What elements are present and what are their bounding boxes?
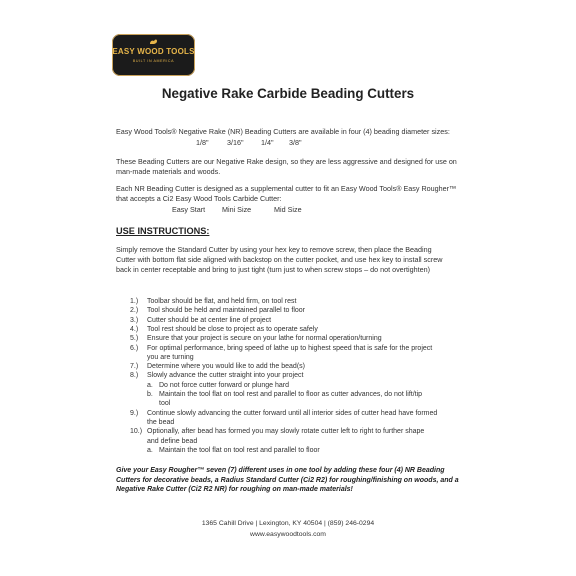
page-title: Negative Rake Carbide Beading Cutters [161,86,415,101]
step-number: 8.) [130,372,139,380]
sub-step-text: tool [159,400,171,408]
size-item: 1/8" [196,138,209,147]
sub-step-letter: b. [147,391,153,398]
sub-step-text: Maintain the tool flat on tool rest and parallel to floor [159,446,320,454]
step-text: the bead [147,418,175,426]
step-number: 5.) [130,335,139,343]
instructions-intro-line-1: Simply remove the Standard Cutter by using your hex key to remove screw, then place the Beading [116,245,432,254]
closing-line-2: Cutters for decorative beads, a Radius Standard Cutter (Ci2 R2) for roughing/finishing on woods, and a [116,476,459,484]
step-number: 6.) [130,344,139,352]
step-text: Tool rest should be close to project as to operate safely [147,325,318,333]
intro-text: Easy Wood Tools® Negative Rake (NR) Beading Cutters are available in four (4) beading diameter sizes: [116,127,450,136]
step-number: 7.) [130,363,139,371]
logo-name: EASY WOOD TOOLS [112,47,195,56]
step-number: 9.) [130,409,139,417]
size-item: 3/16" [227,138,244,147]
size-item: 3/8" [289,138,302,147]
easy-wood-tools-logo [112,34,195,76]
step-text: Continue slowly advancing the cutter forward until all interior sides of cutter head have formed [147,409,438,417]
step-text: Toolbar should be flat, and held firm, on tool rest [147,298,297,305]
footer-address: 1365 Cahill Drive | Lexington, KY 40504 | (859) 246-0294 [201,520,375,527]
size-item: 1/4" [261,138,274,147]
step-text: Optionally, after bead has formed you may slowly rotate cutter left to right to further shape [147,428,425,436]
rougher-size-item: Mid Size [274,205,302,214]
step-number: 4.) [130,325,139,333]
step-text: Slowly advance the cutter straight into your project [147,372,304,380]
instructions-intro-line-2: Cutter with bottom flat side aligned with backstop on the cutter pocket, and use hex key to install screw [116,255,443,264]
step-number: 10.) [130,428,143,436]
instructions-heading: USE INSTRUCTIONS: [116,226,210,236]
sub-step-text: Do not force cutter forward or plunge hard [159,381,289,389]
sub-step-letter: a. [147,381,153,389]
sub-step-letter: a. [147,446,153,454]
design-text-line-2: man-made materials and woods. [116,167,221,176]
step-text: Cutter should be at center line of project [147,316,272,324]
step-number: 1.) [130,298,139,305]
compatibility-text-line-2: that accepts a Ci2 Easy Wood Tools Carbide Cutter: [116,194,282,203]
footer-website[interactable]: www.easywoodtools.com [250,531,326,538]
logo-tagline: BUILT IN AMERICA [132,59,175,63]
compatibility-text-line-1: Each NR Beading Cutter is designed as a supplemental cutter to fit an Easy Wood Tools® Easy Rougher™ [116,184,457,193]
squirrel-icon [149,37,158,45]
design-text-line-1: These Beading Cutters are our Negative Rake design, so they are less aggressive and designed for use on [116,157,457,166]
step-text: For optimal performance, bring speed of lathe up to highest speed that is safe for the project [147,344,433,352]
rougher-size-item: Easy Start [172,205,206,214]
closing-paragraph [116,466,461,495]
step-number: 3.) [130,316,139,324]
rougher-size-item: Mini Size [222,205,252,214]
step-text: Determine where you would like to add the bead(s) [147,363,305,371]
closing-line-1: Give your Easy Rougher™ seven (7) different uses in one tool by adding these four (4) NR Beading [116,467,445,474]
step-text: and define bead [147,437,198,445]
instructions-intro-line-3: back in center receptable and bring to just tight (turn just to when screw stops – do not overtighten) [116,265,431,274]
sub-step-text: Maintain the tool flat on tool rest and parallel to floor as cutter advances, do not lift/tip [159,391,423,398]
step-text: Ensure that your project is secure on your lathe for normal operation/turning [147,335,382,343]
step-number: 2.) [130,307,139,315]
step-text: you are turning [147,353,194,361]
step-text: Tool should be held and maintained parallel to floor [147,307,305,315]
closing-line-3: Negative Rake Cutter (Ci2 R2 NR) for roughing on man-made materials! [116,486,353,494]
